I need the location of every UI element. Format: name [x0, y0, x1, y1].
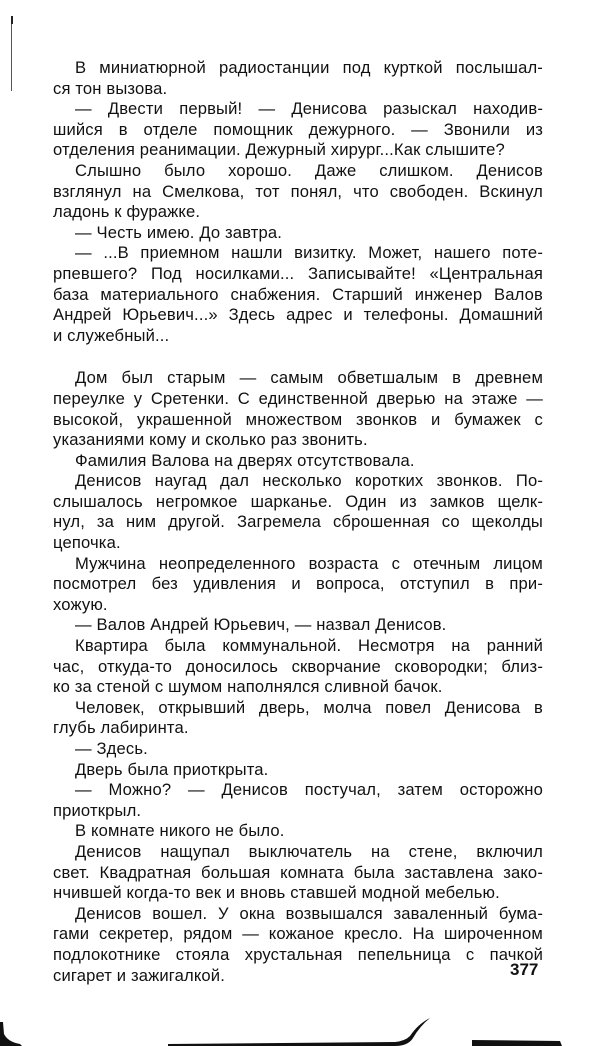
text-line: Мужчина неопределенного возраста с отечным лицом	[75, 553, 543, 573]
text-line: Слышно было хорошо. Даже слишком. Денисов	[75, 160, 543, 180]
page-number: 377	[510, 960, 539, 979]
text-line: база материального снабжения. Старший инженер Валов	[53, 284, 543, 304]
text-line: — Двести первый! — Денисова разыскал находив-	[75, 99, 543, 119]
text-line: ладонь к фуражке.	[53, 202, 201, 222]
text-line: цепочка.	[53, 533, 121, 553]
text-line: приоткрыл.	[53, 800, 142, 820]
text-line: нул, за ним другой. Загремела сброшенная со щеколды	[53, 512, 543, 532]
text-line: отделения реанимации. Дежурный хирург...Как слышите?	[53, 140, 505, 160]
text-line: Денисов наугад дал несколько коротких звонков. По-	[75, 471, 543, 491]
text-line: хожую.	[53, 594, 108, 614]
text-line: и служебный...	[53, 325, 170, 345]
text-line: рпевшего? Под носилками... Записывайте! «Центральная	[53, 263, 543, 283]
text-line: — Здесь.	[75, 739, 148, 758]
text-line: посмотрел без удивления и вопроса, отступил в при-	[53, 574, 543, 594]
text-line: — Можно? — Денисов постучал, затем осторожно	[75, 780, 543, 800]
text-line: гами секретер, рядом — кожаное кресло. На широченном	[53, 924, 543, 944]
text-line: подлокотнике стояла хрустальная пепельница с пачкой	[53, 944, 543, 964]
text-line: — ...В приемном нашли визитку. Может, нашего поте-	[75, 243, 543, 263]
text-line: Квартира была коммунальной. Несмотря на ранний	[75, 636, 543, 656]
text-line: Андрей Юрьевич...» Здесь адрес и телефоны. Домашний	[53, 305, 543, 325]
text-line: ко за стеной с шумом наполнялся сливной бачок.	[53, 677, 443, 697]
text-line: слышалось негромкое шарканье. Один из замков щелк-	[53, 491, 543, 511]
text-line: — Валов Андрей Юрьевич, — назвал Денисов.	[75, 615, 447, 635]
scan-edge-artifacts	[0, 1000, 600, 1046]
text-line: Человек, открывший дверь, молча повел Денисова в	[75, 697, 543, 717]
text-line: час, откуда-то доносилось скворчание сковородки; близ-	[53, 656, 543, 676]
text-line: высокой, украшенной множеством звонков и бумажек с	[53, 409, 543, 429]
text-line: переулке у Сретенки. С единственной дверью на этаже —	[53, 388, 543, 408]
text-line: сигарет и зажигалкой.	[53, 965, 225, 985]
text-line: шийся в отделе помощник дежурного. — Звонили из	[53, 119, 543, 139]
text-line: Дверь была приоткрыта.	[75, 759, 269, 779]
body-text	[53, 58, 543, 986]
text-line: Дом был старым — самым обветшалым в древнем	[75, 368, 543, 388]
text-line: Денисов нащупал выключатель на стене, включил	[75, 841, 543, 861]
text-line: указаниями кому и сколько раз звонить.	[53, 430, 368, 450]
text-line: Фамилия Валова на дверях отсутствовала.	[75, 450, 415, 470]
text-line: В миниатюрной радиостанции под курткой послышал-	[75, 58, 543, 77]
text-line: — Честь имею. До завтра.	[75, 222, 283, 242]
text-line: свет. Квадратная большая комната была заставлена зако-	[53, 862, 543, 882]
text-line: глубь лабиринта.	[53, 718, 189, 738]
text-line: ся тон вызова.	[53, 78, 168, 98]
text-line: В комнате никого не было.	[75, 821, 285, 841]
scan-gutter-mark	[11, 16, 12, 91]
text-line: нчившей когда-то век и вновь ставшей модной мебелью.	[53, 883, 500, 903]
text-line: Денисов вошел. У окна возвышался заваленный бума-	[75, 903, 543, 923]
blank-line	[53, 346, 543, 368]
text-line: взглянул на Смелкова, тот понял, что свободен. Вскинул	[53, 181, 543, 201]
